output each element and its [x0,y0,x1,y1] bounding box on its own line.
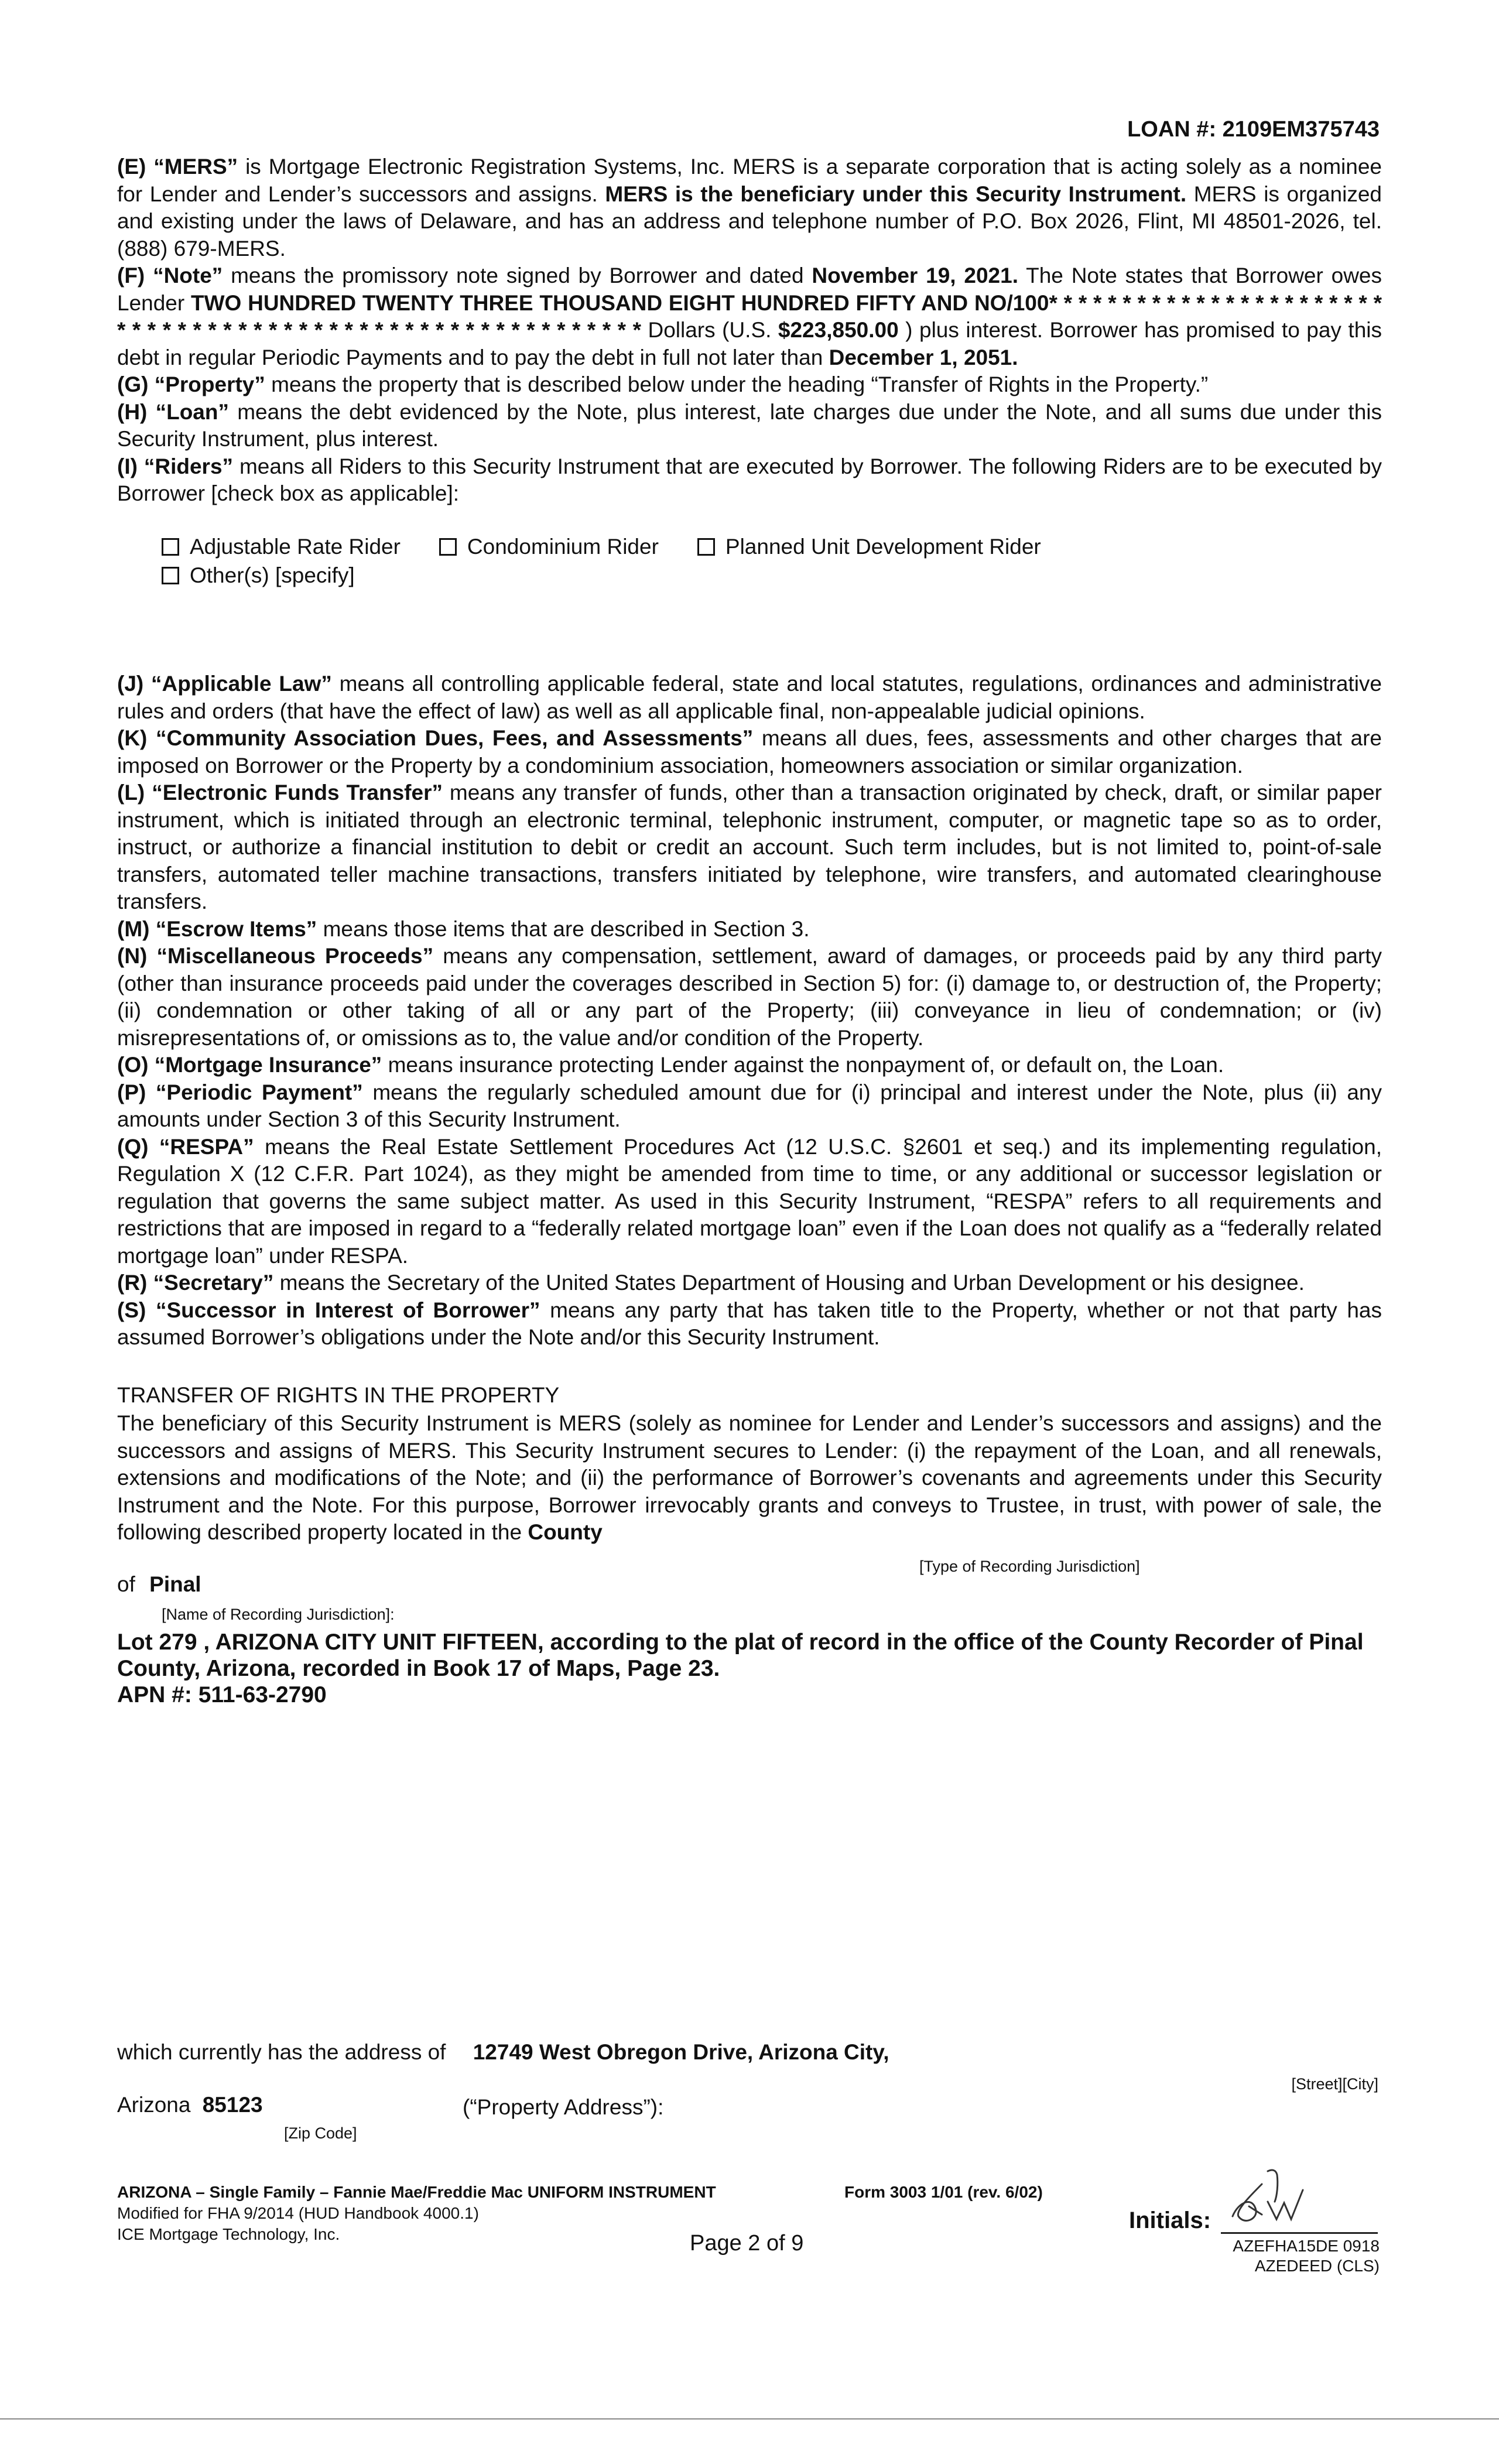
property-address-label: (“Property Address”): [463,2095,664,2119]
form-code-1: AZEFHA15DE 0918 [1233,2237,1380,2255]
page-number: Page 2 of 9 [690,2231,804,2256]
footer-modified: Modified for FHA 9/2014 (HUD Handbook 4000.1) [117,2204,479,2222]
definition-n: (N) “Miscellaneous Proceeds” means any compensation, settlement, award of damages, or proceeds paid by any third party (other than insurance proceeds paid under the coverages described in Section 5) for: (i) damage to, or destruction of, the Property; (ii) condemnation or other taking of all or any part of the Property; (iii) conveyance in lieu of condemnation; or (iv) misrepresentations of, or omissions as to, the value and/or condition of the Property. [117,944,1382,1050]
definition-i: (I) “Riders” means all Riders to this Security Instrument that are executed by Borrower. The following Riders are to be executed by Borrower [check box as applicable]: [117,454,1382,505]
definition-j: (J) “Applicable Law” means all controlling applicable federal, state and local statutes, regulations, ordinances and administrative rules and orders (that have the effect of law) as well as all applicable final, non-appealable judicial opinions. [117,672,1382,723]
term-mers: “MERS” [153,155,238,179]
initials-line [1221,2232,1378,2234]
checkbox-condominium[interactable] [439,538,457,556]
riders-row-1 [162,535,1080,559]
street-city-caption: [Street][City] [1291,2075,1378,2093]
definition-m: (M) “Escrow Items” means those items that are described in Section 3. [117,916,810,941]
rider-condominium[interactable]: Condominium Rider [439,535,659,559]
zip-caption: [Zip Code] [284,2124,357,2142]
rider-pud[interactable]: Planned Unit Development Rider [697,535,1041,559]
checkbox-pud[interactable] [697,538,715,556]
jurisdiction-name: Pinal [149,1572,201,1596]
definition-p: (P) “Periodic Payment” means the regularly scheduled amount due for (i) principal and interest under the Note, plus (ii) any amounts under Section 3 of this Security Instrument. [117,1080,1382,1131]
zip-code: 85123 [202,2093,263,2117]
definition-g: (G) “Property” means the property that is described below under the heading “Transfer of Rights in the Property.” [117,372,1209,396]
maturity-date: December 1, 2051. [829,345,1018,369]
scan-edge-line [0,2418,1499,2419]
note-date: November 19, 2021. [812,263,1018,288]
definition-k: (K) “Community Association Dues, Fees, and Assessments” means all dues, fees, assessments and other charges that are imposed on Borrower or the Property by a condominium association, homeowners association or similar organization. [117,726,1382,778]
checkbox-other[interactable] [162,567,179,584]
transfer-text: The beneficiary of this Security Instrument is MERS (solely as nominee for Lender and Lender’s successors and assigns) and the successors and assigns of MERS. This Security Instrument secures to Lender: (i) the repayment of the Loan, and all renewals, extensions and modifications of the Note; and (ii) the performance of Borrower’s covenants and agreements under this Security Instrument and the Note. For this purpose, Borrower irrevocably grants and conveys to Trustee, in trust, with power of sale, the following described property located in the County [117,1411,1382,1544]
definition-l: (L) “Electronic Funds Transfer” means any transfer of funds, other than a transaction originated by check, draft, or similar paper instrument, which is initiated through an electronic terminal, telephonic instrument, computer, or magnetic tape so as to order, instruct, or authorize a financial institution to debit or credit an account. Such term includes, but is not limited to, point-of-sale transfers, automated teller machine transactions, transfers initiated by telephone, wire transfers, and automated clearinghouse transfers. [117,781,1382,913]
transfer-heading: TRANSFER OF RIGHTS IN THE PROPERTY [117,1383,560,1407]
form-code-2: AZEDEED (CLS) [1254,2257,1380,2275]
loan-amount: $223,850.00 [778,318,899,342]
jurisdiction-line: of Pinal [117,1572,201,1596]
definition-f: (F) “Note” means the promissory note signed by Borrower and dated November 19, 2021. The Note states that Borrower owes Lender TWO HUNDRED TWENTY THREE THOUSAND EIGHT HUNDRED FIFTY AND NO/100* * * * * * * * * * * * * * * * * * * * * * * * * * * * * * * * * * * * * * * * * * * * * * * * * * * * * * * * * * Dollars (U.S. $223,850.00 ) plus interest. Borrower has promised to pay this debt in regular Periodic Payments and to pay the debt in full not later than December 1, 2051. [117,263,1382,369]
definition-o: (O) “Mortgage Insurance” means insurance protecting Lender against the nonpayment of, or default on, the Loan. [117,1053,1224,1077]
riders-row-2 [162,563,393,588]
loan-number: LOAN #: 2109EM375743 [1127,117,1380,142]
jurisdiction-type: County [528,1520,603,1544]
definition-q: (Q) “RESPA” means the Real Estate Settlement Procedures Act (12 U.S.C. §2601 et seq.) and its implementing regulation, Regulation X (12 C.F.R. Part 1024), as they might be amended from time to time, or any additional or successor legislation or regulation that governs the same subject matter. As used in this Security Instrument, “RESPA” refers to all requirements and restrictions that are imposed in regard to a “federally related mortgage loan” even if the Loan does not qualify as a “federally related mortgage loan” under RESPA. [117,1134,1382,1268]
footer-form: Form 3003 1/01 (rev. 6/02) [844,2183,1043,2201]
definition-h: (H) “Loan” means the debt evidenced by the Note, plus interest, late charges due under the Note, and all sums due under this Security Instrument, plus interest. [117,399,1382,451]
initials-label: Initials: [1129,2208,1211,2233]
rider-adjustable[interactable]: Adjustable Rate Rider [162,535,401,559]
jurisdiction-type-caption: [Type of Recording Jurisdiction] [919,1558,1140,1575]
address-line: which currently has the address of 12749 West Obregon Drive, Arizona City, [117,2040,889,2064]
jurisdiction-name-caption: [Name of Recording Jurisdiction]: [162,1606,395,1623]
initials-signature [1221,2161,1326,2237]
term-note: “Note” [153,263,223,288]
amount-words: TWO HUNDRED TWENTY THREE THOUSAND EIGHT HUNDRED FIFTY AND NO/100* * * * * * * * * * * * * * * * * * * * * * * * * * * * * * * * * * * * * * * * * * * * * * * * * * * * * * * * * * [117,290,1382,342]
rider-other[interactable]: Other(s) [specify] [162,563,355,588]
footer-vendor: ICE Mortgage Technology, Inc. [117,2225,340,2243]
checkbox-adjustable-rate[interactable] [162,538,179,556]
definition-s: (S) “Successor in Interest of Borrower” means any party that has taken title to the Property, whether or not that party has assumed Borrower’s obligations under the Note and/or this Security Instrument. [117,1298,1382,1349]
state-zip-line: Arizona 85123 [117,2093,263,2117]
definition-e: (E) “MERS” is Mortgage Electronic Registration Systems, Inc. MERS is a separate corporation that is acting solely as a nominee for Lender and Lender’s successors and assigns. MERS is the beneficiary under this Security Instrument. MERS is organized and existing under the laws of Delaware, and has an address and telephone number of P.O. Box 2026, Flint, MI 48501-2026, tel. (888) 679-MERS. [117,155,1382,261]
definition-r: (R) “Secretary” means the Secretary of the United States Department of Housing and Urban Development or his designee. [117,1271,1305,1295]
footer-instrument: ARIZONA – Single Family – Fannie Mae/Freddie Mac UNIFORM INSTRUMENT [117,2183,716,2201]
apn-number: APN #: 511-63-2790 [117,1682,327,1707]
definitions-block-1 [117,153,1382,508]
definitions-block-2 [117,670,1382,1351]
legal-description: Lot 279 , ARIZONA CITY UNIT FIFTEEN, according to the plat of record in the office of the County Recorder of Pinal County, Arizona, recorded in Book 17 of Maps, Page 23. APN #: 511-63-2790 [117,1629,1382,1708]
street-city: 12749 West Obregon Drive, Arizona City, [473,2040,889,2064]
